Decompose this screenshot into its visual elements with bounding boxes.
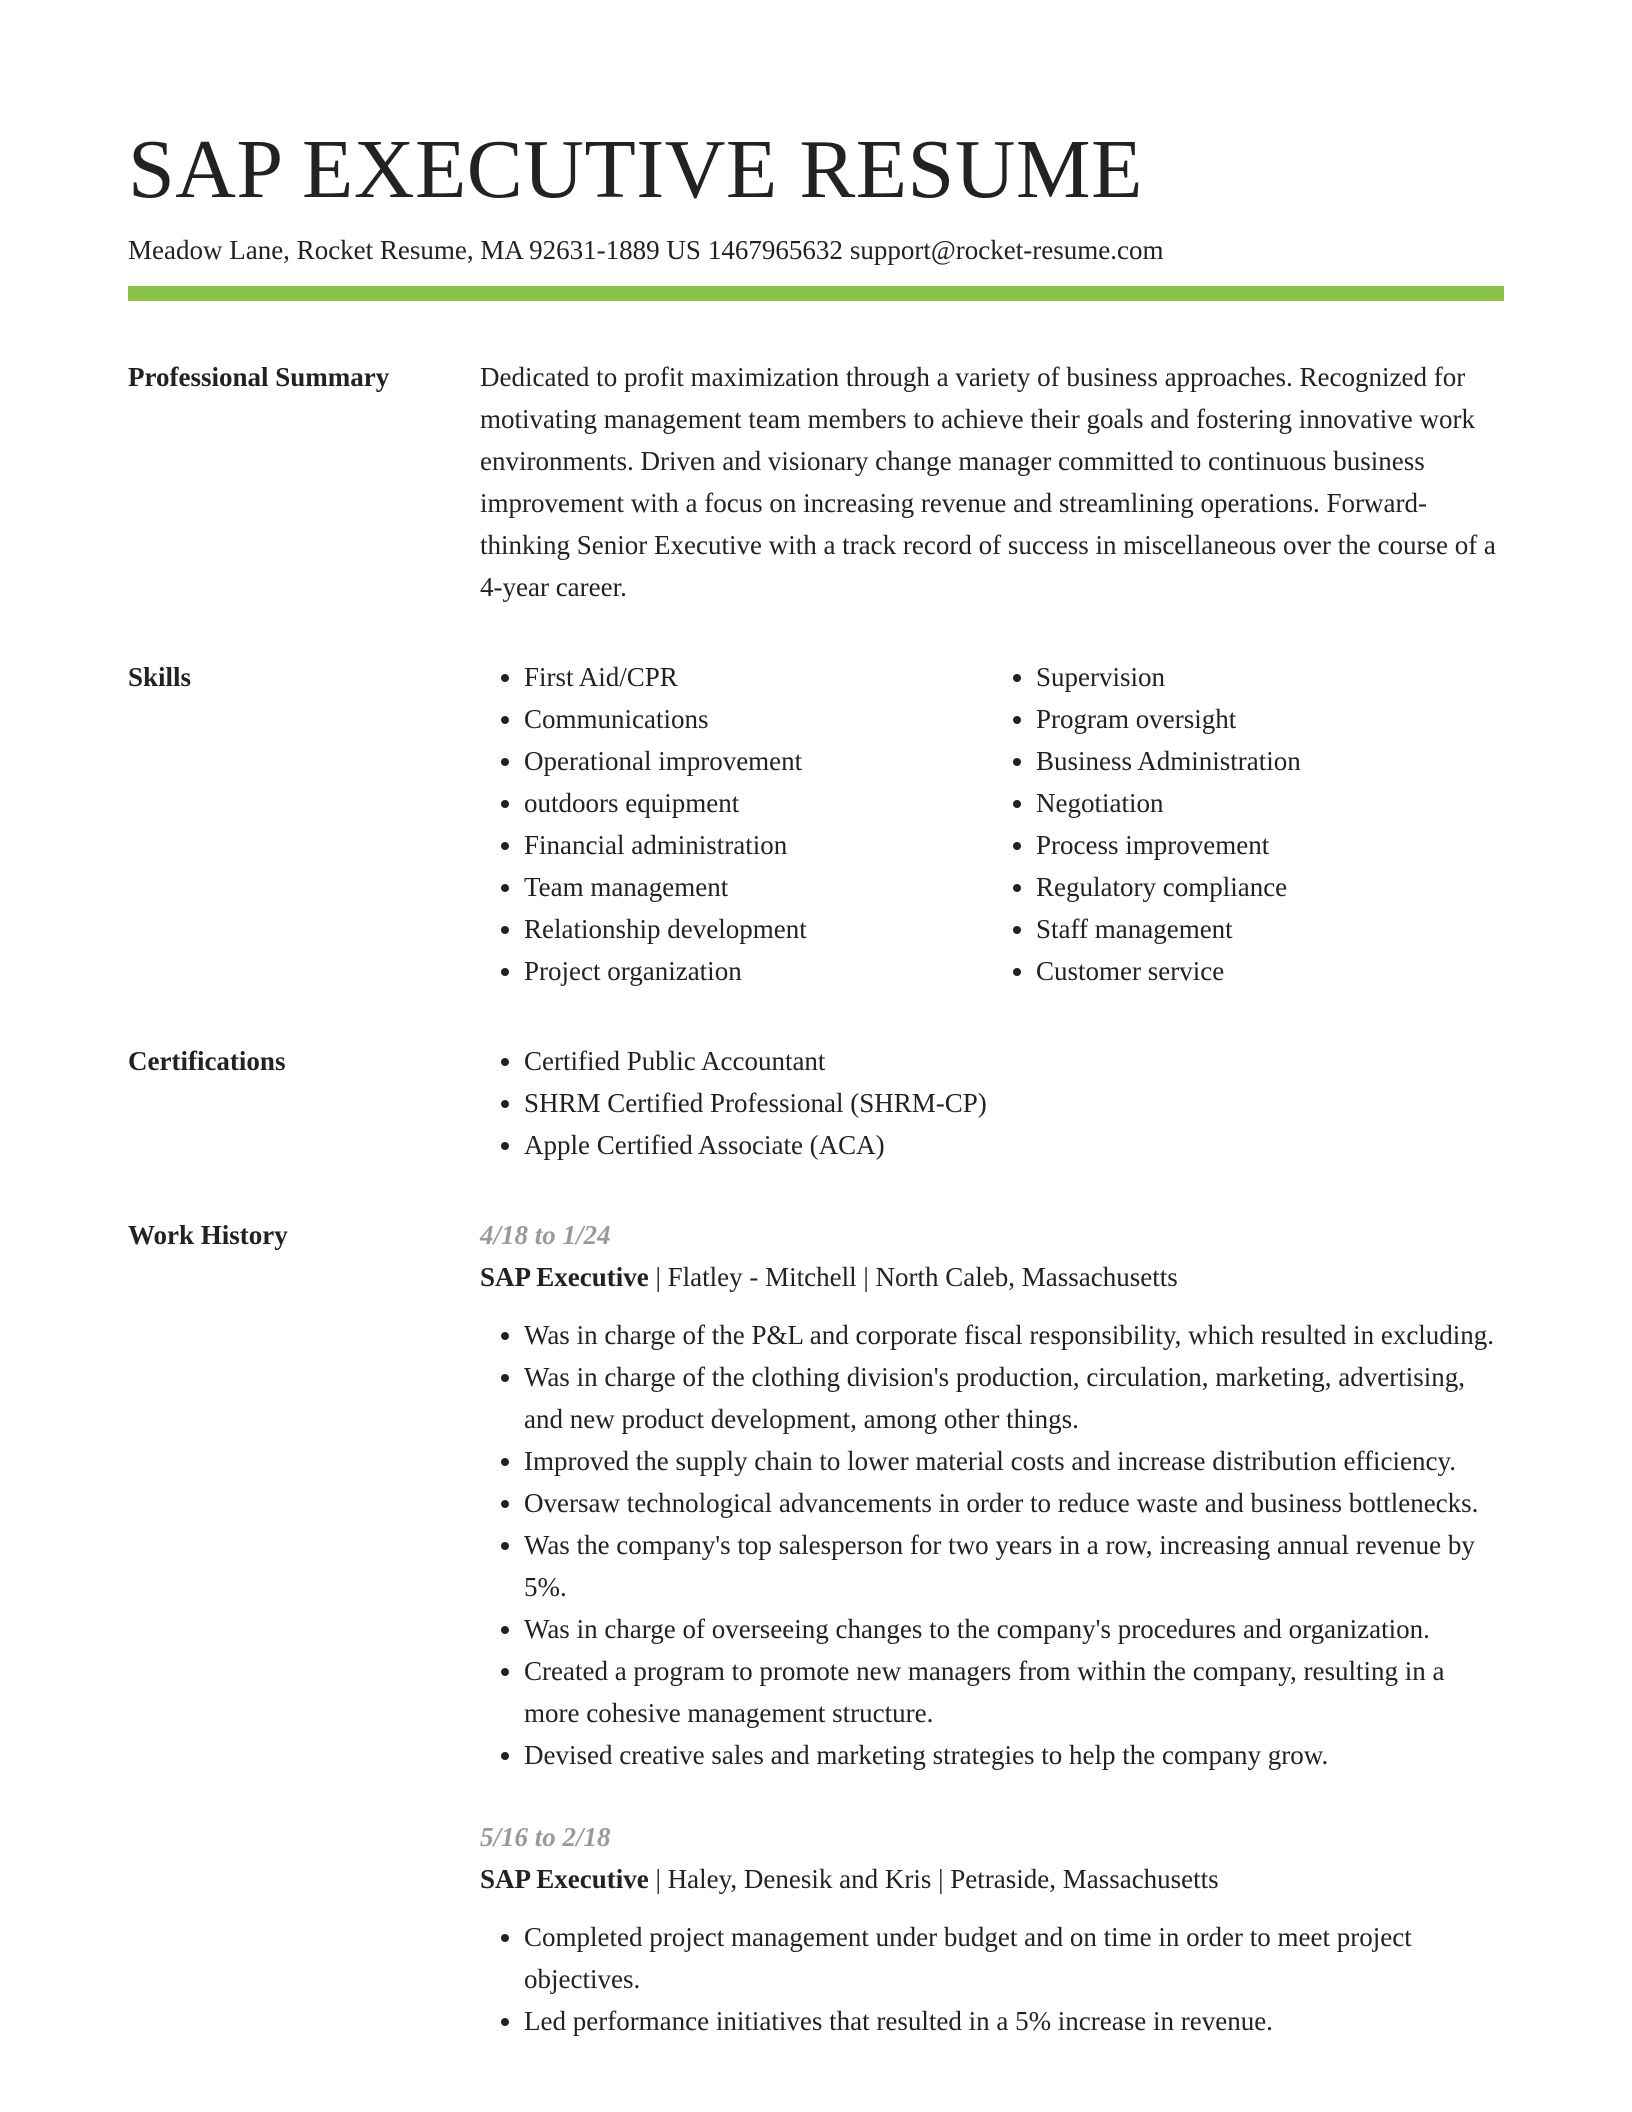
skill-item: • Project organization [524, 950, 992, 992]
skill-item: • Communications [524, 698, 992, 740]
work-history-label: Work History [128, 1220, 288, 1250]
certification-item: • Apple Certified Associate (ACA) [524, 1124, 1504, 1166]
work-history-body [480, 1214, 1504, 2082]
job-bullet: • Created a program to promote new managers from within the company, resulting in a more cohesive management structure. [524, 1650, 1504, 1734]
certifications-label: Certifications [128, 1046, 286, 1076]
contact-phone: 1467965632 [707, 235, 843, 265]
resume-title: SAP EXECUTIVE RESUME [128, 123, 1143, 216]
job-bullet: • Led performance initiatives that resulted in a 5% increase in revenue. [524, 2000, 1504, 2042]
skill-item: • Operational improvement [524, 740, 992, 782]
work-history-section [128, 1214, 1504, 2082]
skills-list-right [992, 656, 1504, 992]
job-title: SAP Executive [480, 1262, 649, 1292]
skill-item: • Negotiation [1036, 782, 1504, 824]
job-entry [480, 1816, 1504, 2042]
job-heading [480, 1858, 1504, 1900]
skill-item: • Staff management [1036, 908, 1504, 950]
job-bullet: • Was in charge of the P&L and corporate fiscal responsibility, which resulted in excluding. [524, 1314, 1504, 1356]
job-bullet: • Completed project management under budget and on time in order to meet project objectives. [524, 1916, 1504, 2000]
certification-item: • SHRM Certified Professional (SHRM-CP) [524, 1082, 1504, 1124]
summary-text: Dedicated to profit maximization through a variety of business approaches. Recognized for motivating management team members to achieve their goals and fostering innovative work environments. Driven and visionary change manager committed to continuous business improvement with a focus on increasing revenue and streamlining operations. Forward-thinking Senior Executive with a track record of success in miscellaneous over the course of a 4-year career. [480, 362, 1496, 602]
skill-item: • Supervision [1036, 656, 1504, 698]
job-bullets [480, 1314, 1504, 1776]
skill-item: • Relationship development [524, 908, 992, 950]
certification-item: • Certified Public Accountant [524, 1040, 1504, 1082]
skill-item: • Business Administration [1036, 740, 1504, 782]
skill-item: • Customer service [1036, 950, 1504, 992]
summary-section [128, 356, 1504, 608]
job-bullet: • Devised creative sales and marketing strategies to help the company grow. [524, 1734, 1504, 1776]
job-bullets [480, 1916, 1504, 2042]
certifications-section [128, 1040, 1504, 1166]
skills-section [128, 656, 1504, 992]
summary-body [480, 356, 1504, 608]
job-bullet: • Improved the supply chain to lower material costs and increase distribution efficiency. [524, 1440, 1504, 1482]
job-bullet: • Was the company's top salesperson for two years in a row, increasing annual revenue by 5%. [524, 1524, 1504, 1608]
job-entry [480, 1214, 1504, 1776]
job-title: SAP Executive [480, 1864, 649, 1894]
header-divider [128, 286, 1504, 301]
skill-item: • Program oversight [1036, 698, 1504, 740]
summary-label: Professional Summary [128, 362, 390, 392]
certifications-list [480, 1040, 1504, 1166]
contact-email: support@rocket-resume.com [849, 235, 1164, 265]
skill-item: • Regulatory compliance [1036, 866, 1504, 908]
contact-address: Meadow Lane, Rocket Resume, MA 92631-1889 US [128, 235, 701, 265]
job-dates: 5/16 to 2/18 [480, 1822, 611, 1852]
job-heading [480, 1256, 1504, 1298]
skills-body [480, 656, 1504, 992]
job-details: | Haley, Denesik and Kris | Petraside, Massachusetts [648, 1864, 1219, 1894]
skill-item: • Process improvement [1036, 824, 1504, 866]
skill-item: • outdoors equipment [524, 782, 992, 824]
skills-label: Skills [128, 662, 192, 692]
job-details: | Flatley - Mitchell | North Caleb, Massachusetts [648, 1262, 1178, 1292]
job-dates: 4/18 to 1/24 [480, 1220, 611, 1250]
job-bullet: • Oversaw technological advancements in order to reduce waste and business bottlenecks. [524, 1482, 1504, 1524]
skills-list-left [480, 656, 992, 992]
contact-line [128, 232, 1504, 268]
skill-item: • First Aid/CPR [524, 656, 992, 698]
job-bullet: • Was in charge of overseeing changes to the company's procedures and organization. [524, 1608, 1504, 1650]
certifications-body [480, 1040, 1504, 1166]
skill-item: • Team management [524, 866, 992, 908]
skill-item: • Financial administration [524, 824, 992, 866]
job-bullet: • Was in charge of the clothing division's production, circulation, marketing, advertising, and new product development, among other things. [524, 1356, 1504, 1440]
resume-page [128, 120, 1504, 2082]
